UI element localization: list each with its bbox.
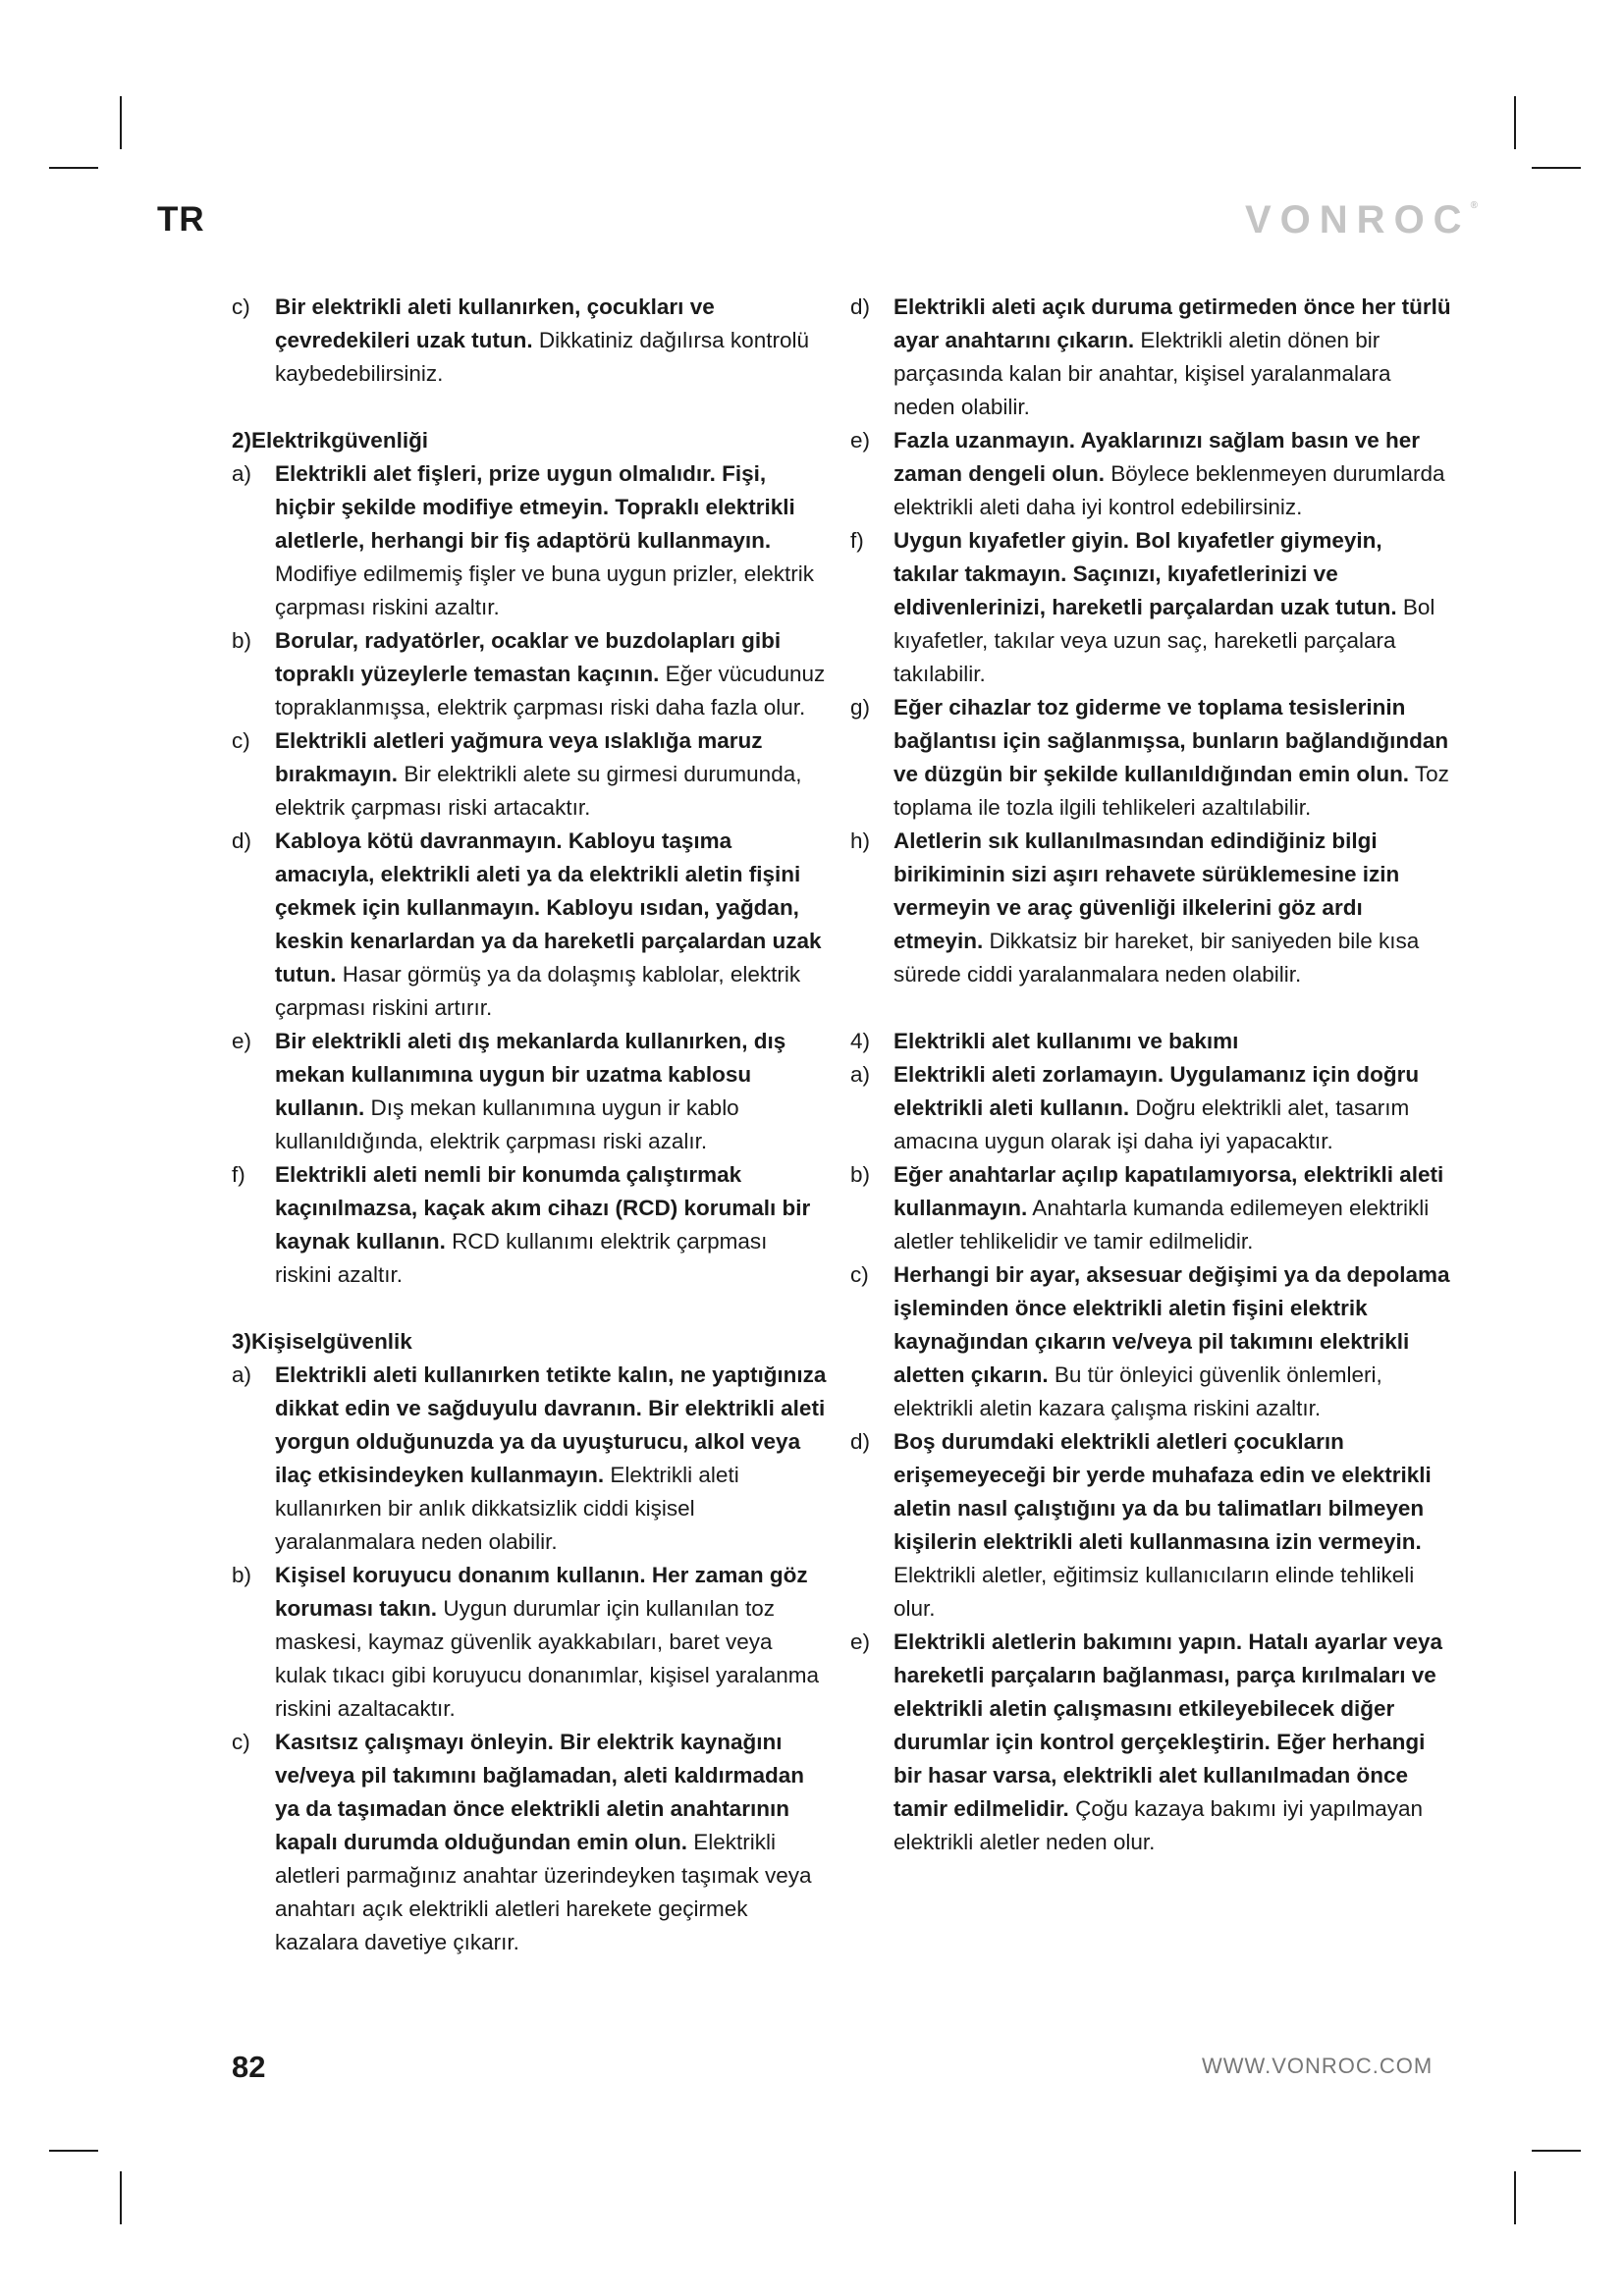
list-item <box>232 624 829 724</box>
item-text: Uygun durumlar için kullanılan toz maskesi, kaymaz güvenlik ayakkabıları, baret veya kulak tıkacı gibi koruyucu donanımlar, kişisel yaralanma riskini azaltacaktır. <box>275 1596 820 1721</box>
registered-mark: ® <box>1470 200 1478 211</box>
crop-mark <box>49 167 98 169</box>
item-text: Anahtarla kumanda edilemeyen elektrikli aletler tehlikelidir ve tamir edilmelidir. <box>893 1196 1430 1254</box>
list-marker: c) <box>850 1262 869 1287</box>
list-marker: b) <box>232 1563 252 1587</box>
list-item <box>850 291 1453 424</box>
list-marker: e) <box>850 1629 871 1654</box>
section-heading-text: Elektrikli alet kullanımı ve bakımı <box>893 1029 1239 1053</box>
item-bold-text: Uygun kıyafetler giyin. Bol kıyafetler giymeyin, takılar takmayın. Saçınızı, kıyafetlerinizi ve eldivenlerinizi, hareketli parçalardan uzak tutun. <box>893 528 1397 619</box>
item-bold-text: Eğer anahtarlar açılıp kapatılamıyorsa, elektrikli aleti kullanmayın. <box>893 1162 1444 1220</box>
item-text: Çoğu kazaya bakımı iyi yapılmayan elektrikli aletler neden olur. <box>893 1796 1423 1854</box>
list-item <box>850 524 1453 691</box>
list-item <box>232 1025 829 1158</box>
item-text: Eğer vücudunuz topraklanmışsa, elektrik çarpması riski daha fazla olur. <box>275 662 826 720</box>
list-marker: d) <box>850 1429 871 1454</box>
list-marker: a) <box>232 1362 252 1387</box>
list-item <box>850 1425 1453 1626</box>
item-text: Doğru elektrikli alet, tasarım amacına uygun olarak işi daha iyi yapacaktır. <box>893 1095 1410 1153</box>
list-item <box>850 1626 1453 1859</box>
item-text: Elektrikli aletin dönen bir parçasında kalan bir anahtar, kişisel yaralanmalara neden olabilir. <box>893 328 1391 419</box>
list-marker: c) <box>232 728 250 753</box>
list-marker: b) <box>850 1162 871 1187</box>
item-text: Bu tür önleyici güvenlik önlemleri, elektrikli aletin kazara çalışma riskini azaltır. <box>893 1362 1382 1420</box>
section-heading <box>850 1025 1453 1058</box>
item-text: Dikkatiniz dağılırsa kontrolü kaybedebilirsiniz. <box>275 328 809 386</box>
list-item <box>850 424 1453 524</box>
list-marker: f) <box>850 528 864 553</box>
crop-mark <box>1514 96 1516 149</box>
item-bold-text: Elektrikli aletlerin bakımını yapın. Hatalı ayarlar veya hareketli parçaların bağlanması, parça kırılmaları ve elektrikli aletin çalışmasını etkileyebilecek diğer durumlar için kontrol gerçekleştirin. Eğer herhangi bir hasar varsa, elektrikli alet kullanılmadan önce tamir edilmelidir. <box>893 1629 1443 1821</box>
list-marker: d) <box>850 294 871 319</box>
crop-mark <box>49 2150 98 2152</box>
page-number: 82 <box>232 2050 266 2084</box>
list-item <box>232 1359 829 1559</box>
list-marker: d) <box>232 828 252 853</box>
list-marker: a) <box>232 461 252 486</box>
website-url: WWW.VONROC.COM <box>1202 2054 1434 2078</box>
item-bold-text: Eğer cihazlar toz giderme ve toplama tesislerinin bağlantısı için sağlanmışsa, bunların bağlandığından ve düzgün bir şekilde kullanıldığından emin olun. <box>893 695 1449 786</box>
language-code: TR <box>157 200 205 239</box>
list-item <box>850 825 1453 991</box>
list-item <box>850 691 1453 825</box>
list-item <box>232 724 829 825</box>
list-item <box>232 1158 829 1292</box>
list-marker: h) <box>850 828 871 853</box>
item-bold-text: Kişisel koruyucu donanım kullanın. Her zaman göz koruması takın. <box>275 1563 808 1621</box>
item-bold-text: Bir elektrikli aleti kullanırken, çocukları ve çevredekileri uzak tutun. <box>275 294 715 352</box>
item-text: Dış mekan kullanımına uygun ir kablo kullanıldığında, elektrik çarpması riski azalır. <box>275 1095 739 1153</box>
item-bold-text: Fazla uzanmayın. Ayaklarınızı sağlam basın ve her zaman dengeli olun. <box>893 428 1421 486</box>
item-bold-text: Aletlerin sık kullanılmasından edindiğiniz bilgi birikiminin sizi aşırı rehavete sürüklemesine izin vermeyin ve araç güvenliği ilkelerini göz ardı etmeyin. <box>893 828 1400 953</box>
item-bold-text: Elektrikli aleti kullanırken tetikte kalın, ne yaptığınıza dikkat edin ve sağduyulu davranın. Bir elektrikli aleti yorgun olduğunuzda ya da uyuşturucu, alkol veya ilaç etkisindeyken kullanmayın. <box>275 1362 827 1487</box>
list-item <box>232 457 829 624</box>
list-item <box>232 291 829 391</box>
right-column <box>850 291 1453 1859</box>
item-text: Hasar görmüş ya da dolaşmış kablolar, elektrik çarpması riskini artırır. <box>275 962 801 1020</box>
list-marker: b) <box>232 628 252 653</box>
item-bold-text: Herhangi bir ayar, aksesuar değişimi ya da depolama işleminden önce elektrikli aletin fişini elektrik kaynağından çıkarın ve/veya pil takımını elektrikli aletten çıkarın. <box>893 1262 1450 1387</box>
list-marker: c) <box>232 294 250 319</box>
list-marker: f) <box>232 1162 245 1187</box>
list-marker: c) <box>232 1730 250 1754</box>
item-bold-text: Elektrikli aleti zorlamayın. Uygulamanız için doğru elektrikli aleti kullanın. <box>893 1062 1420 1120</box>
section-heading: 2)Elektrikgüvenliği <box>232 428 429 453</box>
item-text: Böylece beklenmeyen durumlarda elektrikli aleti daha iyi kontrol edebilirsiniz. <box>893 461 1445 519</box>
item-text: Elektrikli aletler, eğitimsiz kullanıcıların elinde tehlikeli olur. <box>893 1563 1415 1621</box>
item-bold-text: Kasıtsız çalışmayı önleyin. Bir elektrik kaynağını ve/veya pil takımını bağlamadan, aleti kaldırmadan ya da taşımadan önce elektrikli aletin anahtarının kapalı durumda olduğundan emin olun. <box>275 1730 804 1854</box>
crop-mark <box>1532 2150 1581 2152</box>
list-marker: a) <box>850 1062 871 1087</box>
brand-logo <box>1245 198 1478 242</box>
item-text: Bir elektrikli alete su girmesi durumunda, elektrik çarpması riski artacaktır. <box>275 762 802 820</box>
brand-name: VONROC <box>1245 198 1471 241</box>
item-bold-text: Kabloya kötü davranmayın. Kabloyu taşıma amacıyla, elektrikli aleti ya da elektrikli aletin fişini çekmek için kullanmayın. Kabloyu ısıdan, yağdan, keskin kenarlardan ya da hareketli parçalardan uzak tutun. <box>275 828 822 987</box>
list-marker: e) <box>232 1029 252 1053</box>
crop-mark <box>1514 2171 1516 2224</box>
item-text: Elektrikli aleti kullanırken bir anlık dikkatsizlik ciddi kişisel yaralanmalara neden olabilir. <box>275 1463 739 1554</box>
left-column <box>232 291 829 1959</box>
list-item <box>232 825 829 1025</box>
item-text: RCD kullanımı elektrik çarpması riskini azaltır. <box>275 1229 768 1287</box>
list-item <box>850 1058 1453 1158</box>
list-item <box>232 1559 829 1726</box>
item-bold-text: Bir elektrikli aleti dış mekanlarda kullanırken, dış mekan kullanımına uygun bir uzatma kablosu kullanın. <box>275 1029 786 1120</box>
item-text: Dikkatsiz bir hareket, bir saniyeden bile kısa sürede ciddi yaralanmalara neden olabilir. <box>893 929 1420 987</box>
crop-mark <box>120 2171 122 2224</box>
list-item <box>850 1258 1453 1425</box>
item-bold-text: Elektrikli aleti nemli bir konumda çalıştırmak kaçınılmazsa, kaçak akım cihazı (RCD) korumalı bir kaynak kullanın. <box>275 1162 811 1254</box>
list-item <box>850 1158 1453 1258</box>
item-bold-text: Elektrikli alet fişleri, prize uygun olmalıdır. Fişi, hiçbir şekilde modifiye etmeyin. Topraklı elektrikli aletlerle, herhangi bir fiş adaptörü kullanmayın. <box>275 461 795 553</box>
section-heading: 3)Kişiselgüvenlik <box>232 1329 412 1354</box>
list-marker: g) <box>850 695 871 720</box>
item-text: Bol kıyafetler, takılar veya uzun saç, hareketli parçalara takılabilir. <box>893 595 1435 686</box>
crop-mark <box>1532 167 1581 169</box>
item-bold-text: Elektrikli aleti açık duruma getirmeden önce her türlü ayar anahtarını çıkarın. <box>893 294 1451 352</box>
item-text: Toz toplama ile tozla ilgili tehlikeleri azaltılabilir. <box>893 762 1449 820</box>
item-text: Modifiye edilmemiş fişler ve buna uygun prizler, elektrik çarpması riskini azaltır. <box>275 561 814 619</box>
section-number: 4) <box>850 1029 871 1053</box>
item-bold-text: Elektrikli aletleri yağmura veya ıslaklığa maruz bırakmayın. <box>275 728 763 786</box>
item-bold-text: Boş durumdaki elektrikli aletleri çocukların erişemeyeceği bir yerde muhafaza edin ve elektrikli aletin nasıl çalıştığını ya da bu talimatları bilmeyen kişilerin elektrikli aleti kullanmasına izin vermeyin. <box>893 1429 1432 1554</box>
list-item <box>232 1726 829 1959</box>
crop-mark <box>120 96 122 149</box>
item-text: Elektrikli aletleri parmağınız anahtar üzerindeyken taşımak veya anahtarı açık elektrikli aletleri harekete geçirmek kazalara davetiye çıkarır. <box>275 1830 812 1954</box>
item-bold-text: Borular, radyatörler, ocaklar ve buzdolapları gibi topraklı yüzeylerle temastan kaçının. <box>275 628 782 686</box>
list-marker: e) <box>850 428 871 453</box>
